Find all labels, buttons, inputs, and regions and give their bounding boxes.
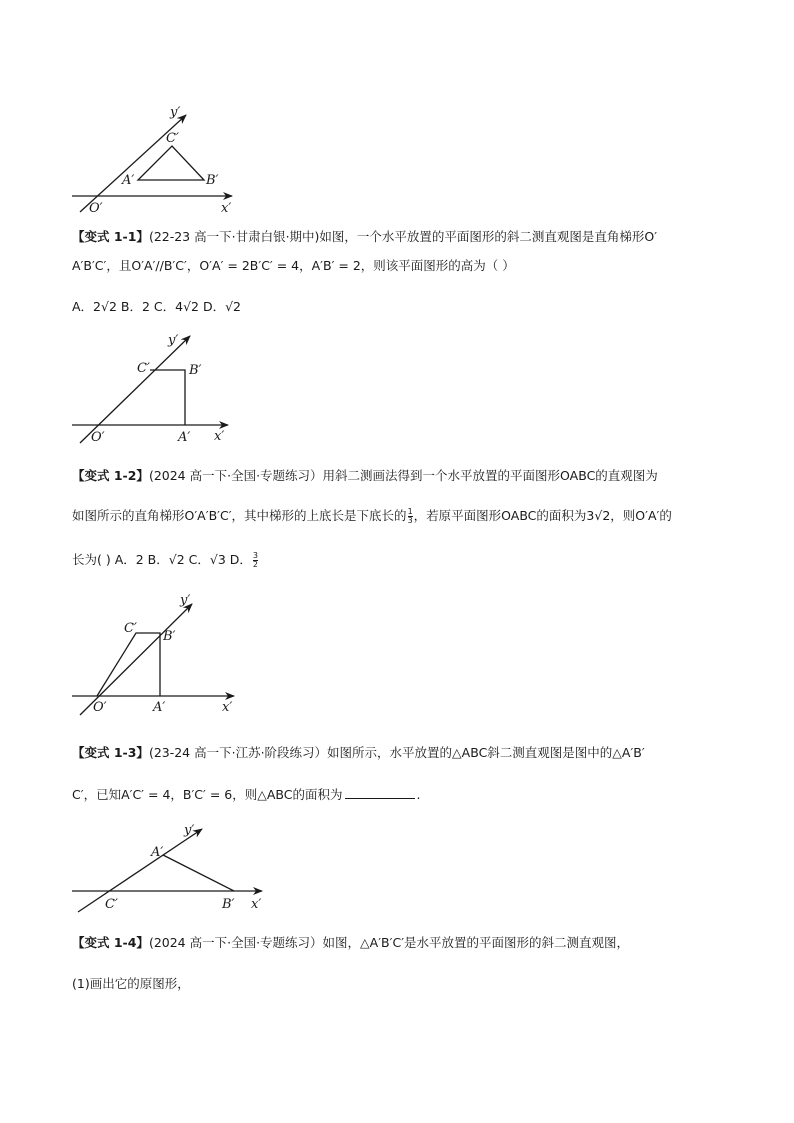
- label-x-3: x′: [222, 700, 233, 715]
- q2-text2-post: ，若原平面图形OABC的面积为3√2，则O′A′的: [413, 508, 672, 523]
- label-a: A′: [122, 173, 135, 188]
- q2-text2-pre: 如图所示的直角梯形O′A′B′C′，其中梯形的上底长是下底长的: [72, 508, 407, 523]
- q2-text3: 长为( ) A．2 B．√2 C．√3 D．: [72, 552, 252, 567]
- label-c-2: C′: [137, 361, 150, 376]
- label-x-4: x′: [251, 897, 262, 912]
- label-b-4: B′: [222, 897, 235, 912]
- label-b-3: B′: [163, 629, 176, 644]
- label-a-2: A′: [178, 430, 191, 445]
- label-y-3: y′: [180, 593, 191, 608]
- q2-frac2-num: 3: [252, 551, 258, 560]
- q1-line2: [72, 258, 515, 274]
- q4-sub1-text: (1)画出它的原图形，: [72, 976, 190, 991]
- label-b: B′: [206, 173, 219, 188]
- q2-tag: 【变式 1-2】: [72, 468, 149, 483]
- y-axis-4: [78, 829, 202, 912]
- q4-text1: (2024 高一下·全国·专题练习）如图，△A′B′C′是水平放置的平面图形的斜二测直观图，: [148, 935, 630, 950]
- label-o-3: O′: [93, 700, 107, 715]
- q3-text1: (23-24 高一下·江苏·阶段练习）如图所示，水平放置的△ABC斜二测直观图是图中的△A′B′: [148, 745, 645, 760]
- q3-text2: C′，已知A′C′ = 4，B′C′ = 6，则△ABC的面积为: [72, 787, 343, 802]
- trapezoid-oabc-3: [97, 633, 160, 696]
- q1-text1: (22-23 高一下·甘肃白银·期中)如图，一个水平放置的平面图形的斜二测直观图是直角梯形O′: [148, 229, 658, 244]
- label-y: y′: [170, 105, 181, 120]
- q2-line2: [72, 508, 672, 525]
- q3-text2-end: .: [416, 787, 421, 802]
- y-axis: [80, 115, 186, 212]
- q1-tag: 【变式 1-1】: [72, 229, 149, 244]
- q1-line1: [72, 229, 657, 245]
- label-o-2: O′: [91, 430, 105, 445]
- q1-options-text: A．2√2 B．2 C．4√2 D．√2: [72, 299, 242, 314]
- q2-text1: (2024 高一下·全国·专题练习）用斜二测画法得到一个水平放置的平面图形OABC的直观图为: [148, 468, 658, 483]
- label-y-2: y′: [168, 333, 179, 348]
- side-ab: [163, 855, 234, 891]
- q3-line1: [72, 745, 645, 761]
- y-axis-2: [80, 336, 190, 443]
- q1-options: [72, 299, 241, 315]
- q2-frac-num: 1: [407, 507, 413, 516]
- q2-frac-den: 3: [407, 516, 413, 525]
- label-a-4: A′: [151, 845, 164, 860]
- triangle-abc: [138, 146, 204, 180]
- q2-frac2-den: 2: [252, 560, 258, 569]
- q2-line3: [72, 552, 259, 569]
- q3-line2: [72, 786, 420, 803]
- label-o: O′: [89, 201, 103, 216]
- q2-fraction-2: [253, 552, 258, 569]
- label-c-4: C′: [105, 897, 118, 912]
- q2-line1: [72, 468, 658, 484]
- q4-tag: 【变式 1-4】: [72, 935, 149, 950]
- label-c: C′: [166, 131, 179, 146]
- answer-blank[interactable]: [345, 786, 415, 799]
- q4-sub1: [72, 976, 190, 992]
- trapezoid-oabc: [150, 370, 185, 425]
- label-c-3: C′: [124, 621, 137, 636]
- label-x: x′: [221, 201, 232, 216]
- label-y-4: y′: [184, 823, 195, 838]
- q4-line1: [72, 935, 629, 951]
- q3-tag: 【变式 1-3】: [72, 745, 149, 760]
- label-b-2: B′: [189, 363, 202, 378]
- label-a-3: A′: [153, 700, 166, 715]
- q2-fraction: [408, 508, 413, 525]
- q1-text2: A′B′C′，且O′A′//B′C′，O′A′ = 2B′C′ = 4，A′B′ = 2，则该平面图形的高为（ ）: [72, 258, 515, 273]
- label-x-2: x′: [214, 429, 225, 444]
